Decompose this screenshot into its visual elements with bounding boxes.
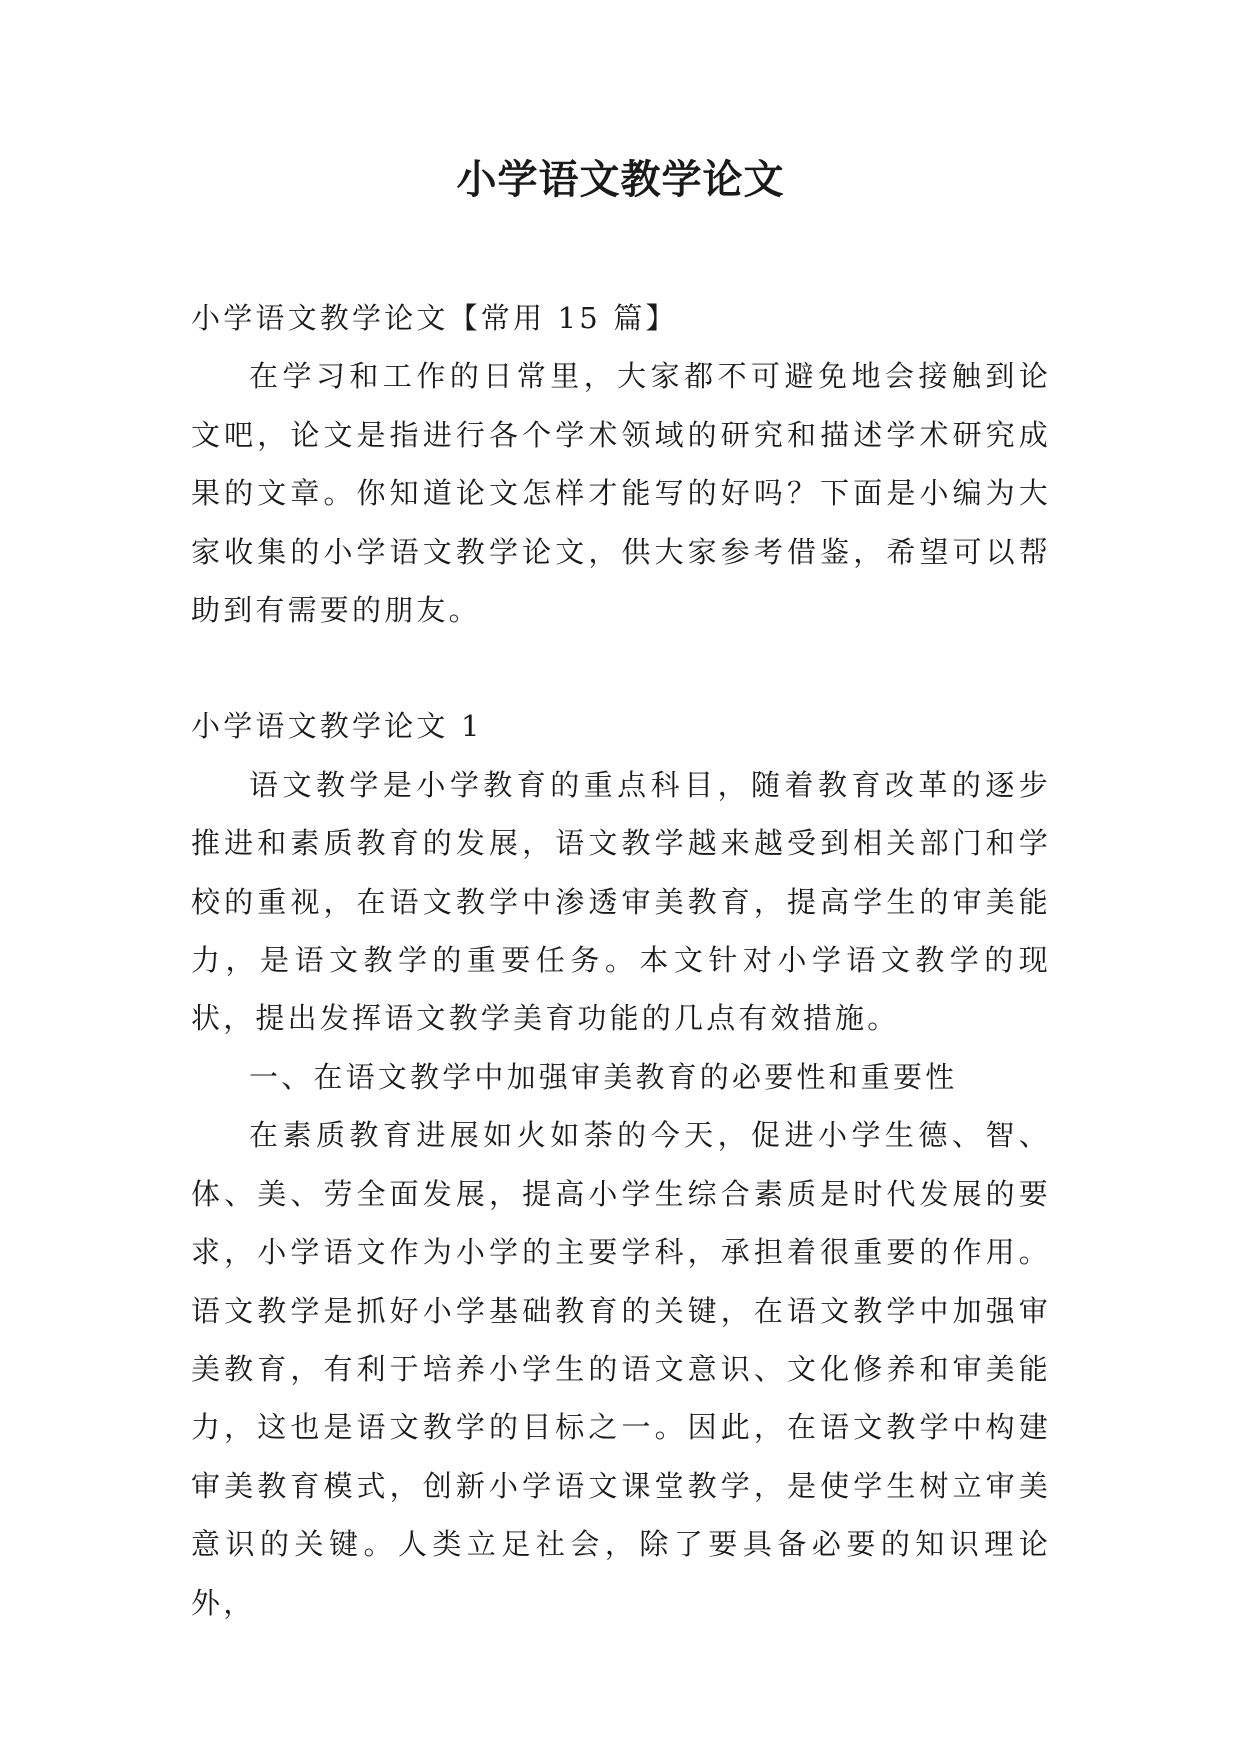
intro-paragraph: 在学习和工作的日常里，大家都不可避免地会接触到论文吧，论文是指进行各个学术领域的研究和描述学术研究成果的文章。你知道论文怎样才能写的好吗？下面是小编为大家收集的小学语文教学论文，供大家参考借鉴，希望可以帮助到有需要的朋友。 <box>191 359 1051 628</box>
section-heading: 小学语文教学论文 1 <box>191 709 483 744</box>
body-paragraph: 在素质教育进展如火如荼的今天，促进小学生德、智、体、美、劳全面发展，提高小学生综合素质是时代发展的要求，小学语文作为小学的主要学科，承担着很重要的作用。语文教学是抓好小学基础教育的关键，在语文教学中加强审美教育，有利于培养小学生的语文意识、文化修养和审美能力，这也是语文教学的目标之一。因此，在语文教学中构建审美教育模式，创新小学语文课堂教学，是使学生树立审美意识的关键。人类立足社会，除了要具备必要的知识理论外， <box>191 1118 1051 1620</box>
document-body <box>191 289 1051 1632</box>
section-subheading: 一、在语文教学中加强审美教育的必要性和重要性 <box>249 1059 958 1094</box>
document-subtitle: 小学语文教学论文【常用 15 篇】 <box>191 301 678 335</box>
document-title: 小学语文教学论文 <box>456 156 785 203</box>
body-paragraph: 语文教学是小学教育的重点科目，随着教育改革的逐步推进和素质教育的发展，语文教学越来越受到相关部门和学校的重视，在语文教学中渗透审美教育，提高学生的审美能力，是语文教学的重要任务。本文针对小学语文教学的现状，提出发挥语文教学美育功能的几点有效措施。 <box>191 767 1051 1036</box>
